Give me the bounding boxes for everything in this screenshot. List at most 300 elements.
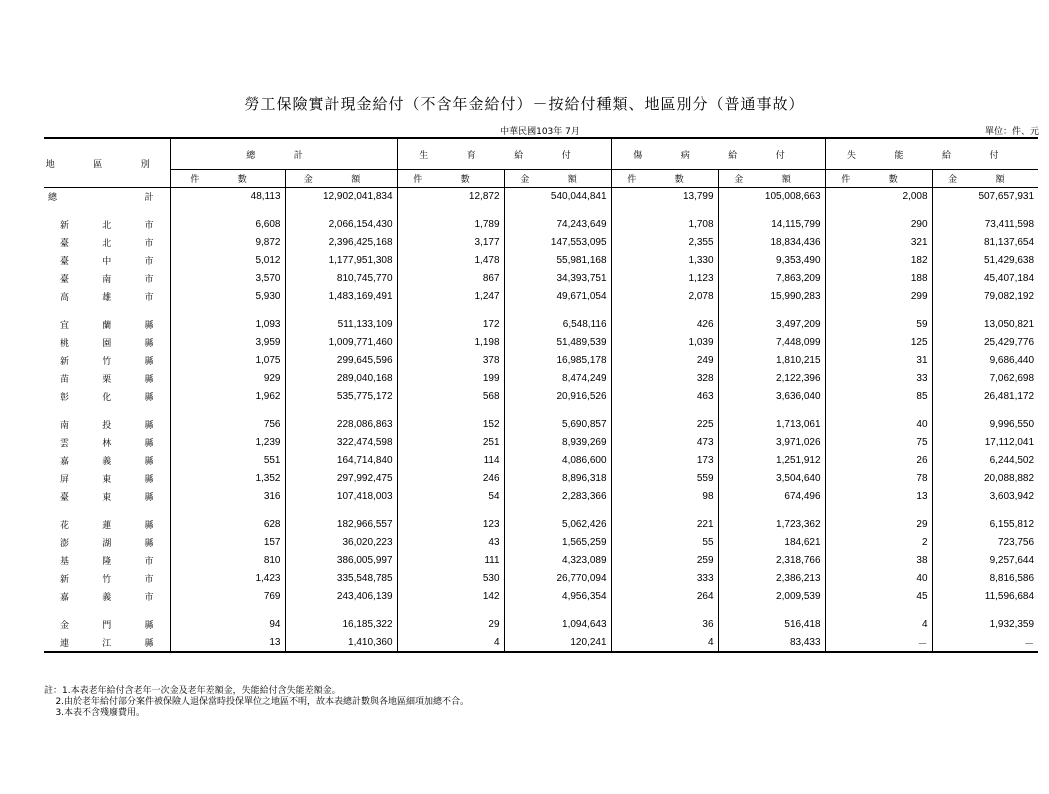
count-cell: 6,608 — [170, 216, 285, 234]
footnote-line: 註：1.本表老年給付含老年一次金及老年差額金，失能給付含失能差額金。 — [44, 686, 341, 696]
count-cell: 1,478 — [397, 252, 504, 270]
amount-cell: 1,094,643 — [504, 616, 611, 634]
count-cell: 157 — [170, 534, 285, 552]
amount-cell: 9,257,644 — [989, 555, 1035, 566]
count-cell: 152 — [397, 416, 504, 434]
region-name: 新竹市 — [44, 570, 170, 588]
table-row — [44, 216, 1038, 234]
table-row — [44, 388, 1038, 406]
count-cell: 4 — [397, 634, 504, 652]
count-cell: 199 — [397, 370, 504, 388]
amount-cell: 51,429,638 — [984, 255, 1035, 266]
count-cell: 36 — [611, 616, 718, 634]
report-date: 中華民國103年 7月 — [500, 127, 580, 137]
spacer-cell — [44, 606, 170, 616]
spacer-cell — [825, 506, 932, 516]
spacer-cell — [397, 306, 504, 316]
spacer-cell — [718, 506, 825, 516]
amount-cell: 2,122,396 — [718, 370, 825, 388]
count-cell: 31 — [825, 352, 932, 370]
count-cell: 85 — [825, 388, 932, 406]
table-row — [44, 288, 1038, 306]
table-row — [44, 516, 1038, 534]
spacer-cell — [504, 206, 611, 216]
count-cell: 9,872 — [170, 234, 285, 252]
amount-cell: 18,834,436 — [718, 234, 825, 252]
spacer-cell — [170, 306, 285, 316]
count-cell: 3,177 — [397, 234, 504, 252]
group-spacer — [44, 606, 1038, 616]
count-cell: 3,959 — [170, 334, 285, 352]
amount-cell: 6,155,812 — [989, 519, 1035, 530]
amount-cell: 7,448,099 — [718, 334, 825, 352]
count-cell: 316 — [170, 488, 285, 506]
spacer-cell — [611, 606, 718, 616]
amount-cell: 1,810,215 — [718, 352, 825, 370]
amount-cell: 3,603,942 — [989, 491, 1035, 502]
amount-cell: 297,992,475 — [285, 470, 397, 488]
table-row — [44, 470, 1038, 488]
amount-cell: 51,489,539 — [504, 334, 611, 352]
region-name: 嘉義縣 — [44, 452, 170, 470]
amount-cell: 73,411,598 — [984, 219, 1035, 230]
amount-cell: 4,323,089 — [504, 552, 611, 570]
count-cell: 40 — [825, 570, 932, 588]
spacer-cell — [825, 406, 932, 416]
amount-cell: 26,481,172 — [984, 391, 1035, 402]
total-row — [44, 188, 1038, 206]
table-row — [44, 488, 1038, 506]
count-cell: 55 — [611, 534, 718, 552]
table-row — [44, 234, 1038, 252]
region-name: 澎湖縣 — [44, 534, 170, 552]
spacer-cell — [932, 606, 1038, 616]
amount-cell: 1,410,360 — [285, 634, 397, 652]
count-cell: 1,093 — [170, 316, 285, 334]
amount-cell: 6,548,116 — [504, 316, 611, 334]
count-cell: 29 — [825, 516, 932, 534]
birth-benefit-header: 生 育 給 付 — [397, 138, 611, 170]
count-cell: － — [825, 634, 932, 652]
amount-cell: 182,966,557 — [285, 516, 397, 534]
amount-cell: 2,386,213 — [718, 570, 825, 588]
count-cell: 40 — [825, 416, 932, 434]
spacer-cell — [170, 506, 285, 516]
count-cell: 249 — [611, 352, 718, 370]
spacer-cell — [170, 206, 285, 216]
count-cell: 188 — [825, 270, 932, 288]
count-cell: 123 — [397, 516, 504, 534]
unit-label: 單位：件、元 — [984, 127, 1039, 137]
count-cell: 559 — [611, 470, 718, 488]
count-cell: 378 — [397, 352, 504, 370]
amount-cell: 2,066,154,430 — [285, 216, 397, 234]
amount-cell: 1,565,259 — [504, 534, 611, 552]
amount-cell: 335,548,785 — [285, 570, 397, 588]
count-cell: 1,423 — [170, 570, 285, 588]
region-name: 彰化縣 — [44, 388, 170, 406]
region-name: 宜蘭縣 — [44, 316, 170, 334]
count-cell: 551 — [170, 452, 285, 470]
amount-cell: 9,996,550 — [989, 419, 1035, 430]
count-cell: 221 — [611, 516, 718, 534]
count-cell: 33 — [825, 370, 932, 388]
table-row — [44, 570, 1038, 588]
spacer-cell — [932, 506, 1038, 516]
spacer-cell — [504, 406, 611, 416]
count-cell: 1,123 — [611, 270, 718, 288]
amount-cell: 147,553,095 — [504, 234, 611, 252]
count-cell: 13 — [825, 488, 932, 506]
spacer-cell — [397, 606, 504, 616]
amount-cell: 228,086,863 — [285, 416, 397, 434]
spacer-cell — [718, 406, 825, 416]
table-row — [44, 316, 1038, 334]
amount-cell: 120,241 — [504, 634, 611, 652]
group-spacer — [44, 506, 1038, 516]
count-cell: 264 — [611, 588, 718, 606]
amount-cell: 3,971,026 — [718, 434, 825, 452]
region-name: 總計 — [44, 188, 170, 206]
count-cell: 59 — [825, 316, 932, 334]
count-cell: 259 — [611, 552, 718, 570]
spacer-cell — [932, 306, 1038, 316]
amount-cell: 55,981,168 — [504, 252, 611, 270]
count-cell: 1,075 — [170, 352, 285, 370]
count-cell: 182 — [825, 252, 932, 270]
spacer-cell — [285, 506, 397, 516]
spacer-cell — [718, 206, 825, 216]
region-header: 地 區 別 — [44, 138, 170, 188]
count-cell: 463 — [611, 388, 718, 406]
spacer-cell — [44, 206, 170, 216]
amount-cell: 20,088,882 — [984, 473, 1035, 484]
count-cell: 38 — [825, 552, 932, 570]
spacer-cell — [504, 606, 611, 616]
amount-cell: 49,671,054 — [504, 288, 611, 306]
amount-cell: 535,775,172 — [285, 388, 397, 406]
amount-cell: 8,939,269 — [504, 434, 611, 452]
amount-cell: 74,243,649 — [504, 216, 611, 234]
spacer-cell — [611, 306, 718, 316]
amount-cell: 6,244,502 — [989, 455, 1035, 466]
count-cell: 1,962 — [170, 388, 285, 406]
count-cell: 45 — [825, 588, 932, 606]
spacer-cell — [285, 306, 397, 316]
amount-cell: 45,407,184 — [984, 273, 1035, 284]
count-cell: 1,789 — [397, 216, 504, 234]
spacer-cell — [932, 406, 1038, 416]
count-cell: 2 — [825, 534, 932, 552]
amount-cell: 79,082,192 — [984, 291, 1035, 302]
amount-cell: 7,863,209 — [718, 270, 825, 288]
count-cell: 94 — [170, 616, 285, 634]
region-name: 連江縣 — [44, 634, 170, 652]
amount-cell: 322,474,598 — [285, 434, 397, 452]
table-row — [44, 452, 1038, 470]
spacer-cell — [611, 406, 718, 416]
amount-cell: 4,956,354 — [504, 588, 611, 606]
count-cell: 1,708 — [611, 216, 718, 234]
count-cell: 13,799 — [611, 188, 718, 206]
spacer-cell — [825, 306, 932, 316]
amount-cell: 5,690,857 — [504, 416, 611, 434]
amount-cell: 107,418,003 — [285, 488, 397, 506]
count-cell: 2,355 — [611, 234, 718, 252]
amount-cell: 1,932,359 — [989, 619, 1035, 630]
count-cell: 4 — [611, 634, 718, 652]
count-cell: 173 — [611, 452, 718, 470]
count-cell: 473 — [611, 434, 718, 452]
footnote-line: 2.由於老年給付部分案件被保險人退保當時投保單位之地區不明，故本表總計數與各地區細項加總不合。 — [44, 697, 470, 707]
illness-benefit-header: 傷 病 給 付 — [611, 138, 825, 170]
amount-cell: 11,596,684 — [984, 591, 1035, 602]
amount-cell: 26,770,094 — [504, 570, 611, 588]
table-row — [44, 616, 1038, 634]
spacer-cell — [397, 206, 504, 216]
spacer-cell — [397, 406, 504, 416]
amount-cell: 12,902,041,834 — [285, 188, 397, 206]
table-row — [44, 552, 1038, 570]
count-cell: 333 — [611, 570, 718, 588]
region-name: 嘉義市 — [44, 588, 170, 606]
amount-cell: 25,429,776 — [984, 337, 1035, 348]
count-cell: 43 — [397, 534, 504, 552]
count-cell: 756 — [170, 416, 285, 434]
spacer-cell — [611, 506, 718, 516]
amount-cell: 8,474,249 — [504, 370, 611, 388]
region-name: 花蓮縣 — [44, 516, 170, 534]
amount-cell: 516,418 — [718, 616, 825, 634]
amount-cell: 83,433 — [718, 634, 825, 652]
amount-cell: 4,086,600 — [504, 452, 611, 470]
region-name: 高雄市 — [44, 288, 170, 306]
amount-cell: 3,636,040 — [718, 388, 825, 406]
table-row — [44, 270, 1038, 288]
count-cell: 13 — [170, 634, 285, 652]
amount-cell: 36,020,223 — [285, 534, 397, 552]
spacer-cell — [932, 206, 1038, 216]
spacer-cell — [44, 506, 170, 516]
region-name: 新竹縣 — [44, 352, 170, 370]
spacer-cell — [825, 606, 932, 616]
spacer-cell — [504, 306, 611, 316]
count-cell: 78 — [825, 470, 932, 488]
region-name: 金門縣 — [44, 616, 170, 634]
table-row — [44, 634, 1038, 652]
count-cell: 810 — [170, 552, 285, 570]
amount-cell: 105,008,663 — [718, 188, 825, 206]
amount-cell: 1,483,169,491 — [285, 288, 397, 306]
amount-cell: 1,251,912 — [718, 452, 825, 470]
table-row — [44, 334, 1038, 352]
table-row — [44, 370, 1038, 388]
amount-cell: 507,657,931 — [978, 191, 1035, 203]
amount-cell: 3,497,209 — [718, 316, 825, 334]
disability-benefit-header: 失 能 給 付 — [825, 138, 1038, 170]
spacer-cell — [718, 306, 825, 316]
region-name: 臺東縣 — [44, 488, 170, 506]
table-row — [44, 352, 1038, 370]
amount-cell: 243,406,139 — [285, 588, 397, 606]
amount-cell: 2,283,366 — [504, 488, 611, 506]
amount-cell: 386,005,997 — [285, 552, 397, 570]
table-row — [44, 252, 1038, 270]
count-cell: 12,872 — [397, 188, 504, 206]
amount-cell: 34,393,751 — [504, 270, 611, 288]
count-cell: 1,247 — [397, 288, 504, 306]
amount-cell: 299,645,596 — [285, 352, 397, 370]
count-cell: 328 — [611, 370, 718, 388]
amount-header: 金 額 — [285, 170, 397, 188]
amount-cell: 1,009,771,460 — [285, 334, 397, 352]
region-name: 臺中市 — [44, 252, 170, 270]
count-cell: 929 — [170, 370, 285, 388]
region-name: 桃園縣 — [44, 334, 170, 352]
count-cell: 1,239 — [170, 434, 285, 452]
amount-cell: 8,816,586 — [989, 573, 1035, 584]
count-cell: 246 — [397, 470, 504, 488]
count-header: 件 數 — [611, 170, 718, 188]
amount-cell: 16,185,322 — [285, 616, 397, 634]
table-row — [44, 534, 1038, 552]
amount-cell: 184,621 — [718, 534, 825, 552]
count-cell: 321 — [825, 234, 932, 252]
spacer-cell — [44, 306, 170, 316]
amount-cell: 1,177,951,308 — [285, 252, 397, 270]
amount-cell: 511,133,109 — [285, 316, 397, 334]
spacer-cell — [285, 406, 397, 416]
count-cell: 2,078 — [611, 288, 718, 306]
count-cell: 530 — [397, 570, 504, 588]
spacer-cell — [718, 606, 825, 616]
amount-cell: 14,115,799 — [718, 216, 825, 234]
group-spacer — [44, 306, 1038, 316]
amount-cell: 5,062,426 — [504, 516, 611, 534]
amount-cell: 20,916,526 — [504, 388, 611, 406]
amount-cell: 81,137,654 — [984, 237, 1035, 248]
footnotes — [44, 686, 469, 719]
count-cell: 1,039 — [611, 334, 718, 352]
amount-cell: － — [932, 634, 1038, 652]
spacer-cell — [397, 506, 504, 516]
count-cell: 1,198 — [397, 334, 504, 352]
amount-cell: 2,009,539 — [718, 588, 825, 606]
region-name: 苗栗縣 — [44, 370, 170, 388]
count-cell: 26 — [825, 452, 932, 470]
amount-cell: 9,686,440 — [989, 355, 1035, 366]
amount-cell: 1,723,362 — [718, 516, 825, 534]
region-name: 臺北市 — [44, 234, 170, 252]
amount-cell: 164,714,840 — [285, 452, 397, 470]
count-cell: 111 — [397, 552, 504, 570]
count-cell: 54 — [397, 488, 504, 506]
amount-cell: 17,112,041 — [984, 437, 1035, 448]
group-spacer — [44, 406, 1038, 416]
region-name: 屏東縣 — [44, 470, 170, 488]
table-row — [44, 588, 1038, 606]
amount-header: 金 額 — [718, 170, 825, 188]
spacer-cell — [504, 506, 611, 516]
table-body — [44, 188, 1038, 652]
amount-header: 金 額 — [932, 170, 1038, 188]
amount-cell: 540,044,841 — [504, 188, 611, 206]
count-cell: 3,570 — [170, 270, 285, 288]
count-cell: 125 — [825, 334, 932, 352]
total-header: 總 計 — [170, 138, 397, 170]
spacer-cell — [285, 606, 397, 616]
group-spacer — [44, 206, 1038, 216]
amount-cell: 1,713,061 — [718, 416, 825, 434]
count-cell: 1,352 — [170, 470, 285, 488]
count-cell: 426 — [611, 316, 718, 334]
amount-cell: 2,396,425,168 — [285, 234, 397, 252]
count-cell: 5,012 — [170, 252, 285, 270]
spacer-cell — [44, 406, 170, 416]
spacer-cell — [285, 206, 397, 216]
count-cell: 299 — [825, 288, 932, 306]
spacer-cell — [170, 606, 285, 616]
amount-cell: 810,745,770 — [285, 270, 397, 288]
amount-cell: 16,985,178 — [504, 352, 611, 370]
count-cell: 2,008 — [825, 188, 932, 206]
count-header: 件 數 — [397, 170, 504, 188]
amount-cell: 8,896,318 — [504, 470, 611, 488]
count-cell: 75 — [825, 434, 932, 452]
count-cell: 48,113 — [170, 188, 285, 206]
count-cell: 769 — [170, 588, 285, 606]
spacer-cell — [611, 206, 718, 216]
count-header: 件 數 — [825, 170, 932, 188]
amount-cell: 9,353,490 — [718, 252, 825, 270]
count-cell: 114 — [397, 452, 504, 470]
count-cell: 251 — [397, 434, 504, 452]
region-name: 南投縣 — [44, 416, 170, 434]
count-cell: 628 — [170, 516, 285, 534]
region-name: 新北市 — [44, 216, 170, 234]
region-name: 雲林縣 — [44, 434, 170, 452]
spacer-cell — [170, 406, 285, 416]
report-title: 勞工保險實計現金給付（不含年金給付）－按給付種類、地區別分（普通事故） — [244, 95, 805, 113]
count-cell: 29 — [397, 616, 504, 634]
amount-cell: 13,050,821 — [984, 319, 1035, 330]
amount-cell: 2,318,766 — [718, 552, 825, 570]
table-row — [44, 416, 1038, 434]
region-name: 臺南市 — [44, 270, 170, 288]
amount-cell: 674,496 — [718, 488, 825, 506]
count-cell: 142 — [397, 588, 504, 606]
spacer-cell — [825, 206, 932, 216]
count-header: 件 數 — [170, 170, 285, 188]
region-name: 基隆市 — [44, 552, 170, 570]
count-cell: 225 — [611, 416, 718, 434]
amount-cell: 7,062,698 — [989, 373, 1035, 384]
amount-cell: 15,990,283 — [718, 288, 825, 306]
footnote-line: 3.本表不含殘廢費用。 — [44, 708, 146, 718]
count-cell: 98 — [611, 488, 718, 506]
count-cell: 290 — [825, 216, 932, 234]
count-cell: 4 — [825, 616, 932, 634]
amount-cell: 289,040,168 — [285, 370, 397, 388]
amount-cell: 3,504,640 — [718, 470, 825, 488]
count-cell: 1,330 — [611, 252, 718, 270]
count-cell: 172 — [397, 316, 504, 334]
count-cell: 5,930 — [170, 288, 285, 306]
count-cell: 568 — [397, 388, 504, 406]
count-cell: 867 — [397, 270, 504, 288]
amount-cell: 723,756 — [997, 537, 1035, 548]
amount-header: 金 額 — [504, 170, 611, 188]
